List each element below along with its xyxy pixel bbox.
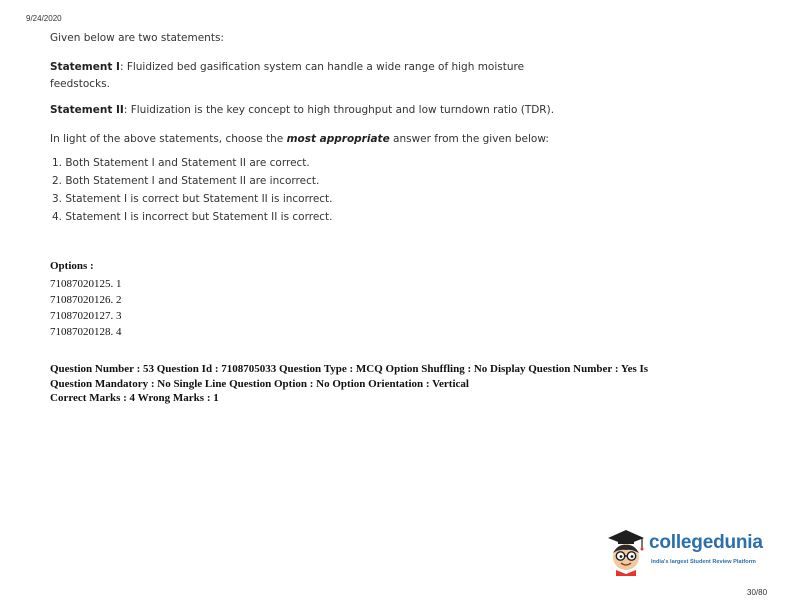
page-number: 30/80 bbox=[747, 588, 768, 597]
print-date: 9/24/2020 bbox=[26, 14, 62, 23]
statement-1-text: : Fluidized bed gasification system can handle a wide range of high moisture feedstocks. bbox=[50, 61, 525, 90]
option-id-item: 71087020128. 4 bbox=[50, 326, 122, 338]
collegedunia-logo bbox=[604, 526, 774, 578]
choice-item: 2. Both Statement I and Statement II are incorrect. bbox=[52, 175, 320, 187]
option-id-item: 71087020127. 3 bbox=[50, 310, 122, 322]
prompt-before: In light of the above statements, choose the bbox=[50, 133, 287, 145]
options-list bbox=[50, 276, 122, 340]
meta-line-1: Question Number : 53 Question Id : 7108705033 Question Type : MCQ Option Shuffling : No Display Question Number : Yes Is bbox=[50, 363, 649, 375]
choice-item: 4. Statement I is incorrect but Statement II is correct. bbox=[52, 211, 333, 223]
statement-2-text: : Fluidization is the key concept to high throughput and low turndown ratio (TDR). bbox=[123, 104, 555, 116]
statement-2-label: Statement II bbox=[50, 104, 124, 116]
statement-1-label: Statement I bbox=[50, 61, 120, 73]
meta-line-3: Correct Marks : 4 Wrong Marks : 1 bbox=[50, 392, 219, 404]
options-title: Options : bbox=[50, 260, 94, 272]
choice-list bbox=[50, 154, 570, 226]
question-meta bbox=[50, 362, 740, 406]
choice-item: 1. Both Statement I and Statement II are correct. bbox=[52, 157, 310, 169]
statement-1 bbox=[50, 59, 570, 93]
prompt-emphasis: most appropriate bbox=[286, 133, 390, 145]
meta-line-2: Question Mandatory : No Single Line Question Option : No Option Orientation : Vertical bbox=[50, 377, 469, 390]
choice-item: 3. Statement I is correct but Statement II is incorrect. bbox=[52, 193, 333, 205]
mascot-icon bbox=[604, 526, 650, 578]
option-id-item: 71087020125. 1 bbox=[50, 278, 122, 290]
option-id-item: 71087020126. 2 bbox=[50, 294, 122, 306]
logo-tagline: India's largest Student Review Platform bbox=[651, 559, 756, 565]
statement-2 bbox=[50, 102, 570, 119]
question-intro: Given below are two statements: bbox=[50, 32, 224, 44]
prompt-after: answer from the given below: bbox=[389, 133, 549, 145]
question-prompt bbox=[50, 131, 570, 148]
logo-wordmark: collegedunia bbox=[649, 532, 763, 553]
question-body bbox=[50, 30, 570, 226]
